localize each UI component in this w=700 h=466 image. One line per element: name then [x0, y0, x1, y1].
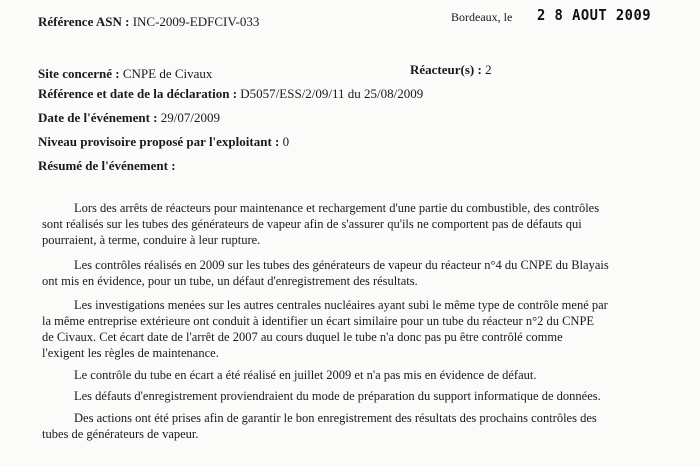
- reacteur-label: Réacteur(s): [410, 62, 475, 77]
- reference-value: INC-2009-EDFCIV-033: [132, 14, 260, 29]
- reacteur-value: 2: [485, 62, 492, 77]
- summary-paragraph-6: [42, 410, 670, 442]
- declaration-value: D5057/ESS/2/09/11 du 25/08/2009: [240, 86, 424, 101]
- event-date-value: 29/07/2009: [160, 110, 220, 125]
- site-label: Site concerné: [38, 66, 113, 81]
- declaration-label: Référence et date de la déclaration: [38, 86, 230, 101]
- resume-line: Résumé de l'événement :: [38, 158, 176, 173]
- summary-line: sont réalisés sur les tubes des générateurs de vapeur afin de s'assurer qu'ils ne comportent pas de défauts qui: [42, 217, 582, 231]
- summary-line: pourraient, à terme, conduire à leur rupture.: [42, 233, 261, 247]
- summary-paragraph-4: [74, 367, 670, 383]
- summary-line: Les défauts d'enregistrement proviendraient du mode de préparation du support informatique de données.: [74, 389, 601, 403]
- summary-line: la même entreprise extérieure ont conduit à identifier un écart similaire pour un tube du réacteur n°2 du CNPE: [42, 314, 595, 328]
- site-value: CNPE de Civaux: [122, 66, 213, 81]
- summary-line: tubes de générateurs de vapeur.: [42, 427, 199, 441]
- summary-paragraph-2: [42, 257, 670, 289]
- summary-paragraph-5: [74, 388, 670, 404]
- place-date-label: Bordeaux, le: [451, 10, 513, 24]
- reference-label: Référence ASN: [38, 14, 122, 29]
- reference-line: Référence ASN : INC-2009-EDFCIV-033: [38, 14, 260, 29]
- summary-line: Les investigations menées sur les autres centrales nucléaires ayant subi le même type de contrôle mené par: [74, 298, 608, 312]
- declaration-line: Référence et date de la déclaration : D5057/ESS/2/09/11 du 25/08/2009: [38, 86, 424, 101]
- niveau-line: Niveau provisoire proposé par l'exploitant : 0: [38, 134, 290, 149]
- niveau-value: 0: [282, 134, 290, 149]
- summary-line: Les contrôles réalisés en 2009 sur les tubes des générateurs de vapeur du réacteur n°4 du CNPE du Blayais: [74, 258, 609, 272]
- summary-line: l'exigent les règles de maintenance.: [42, 346, 219, 360]
- event-date-label: Date de l'événement: [38, 110, 150, 125]
- reacteur-line: Réacteur(s) : 2: [410, 62, 492, 77]
- summary-line: Le contrôle du tube en écart a été réalisé en juillet 2009 et n'a pas mis en évidence de défaut.: [74, 368, 537, 382]
- summary-paragraph-1: [42, 200, 670, 248]
- summary-line: Des actions ont été prises afin de garantir le bon enregistrement des résultats des prochains contrôles des: [74, 411, 597, 425]
- summary-line: Lors des arrêts de réacteurs pour maintenance et rechargement d'une partie du combustible, des contrôles: [74, 201, 600, 215]
- resume-label: Résumé de l'événement: [38, 158, 168, 173]
- site-line: Site concerné : CNPE de Civaux: [38, 66, 213, 81]
- summary-line: ont mis en évidence, pour un tube, un défaut d'enregistrement des résultats.: [42, 274, 418, 288]
- date-stamp: 2 8 AOUT 2009: [537, 6, 651, 24]
- event-date-line: Date de l'événement : 29/07/2009: [38, 110, 220, 125]
- summary-line: de Civaux. Cet écart date de l'arrêt de 2007 au cours duquel le tube n'a donc pas pu être contrôlé comme: [42, 330, 563, 344]
- summary-paragraph-3: [42, 297, 670, 361]
- niveau-label: Niveau provisoire proposé par l'exploitant: [38, 134, 272, 149]
